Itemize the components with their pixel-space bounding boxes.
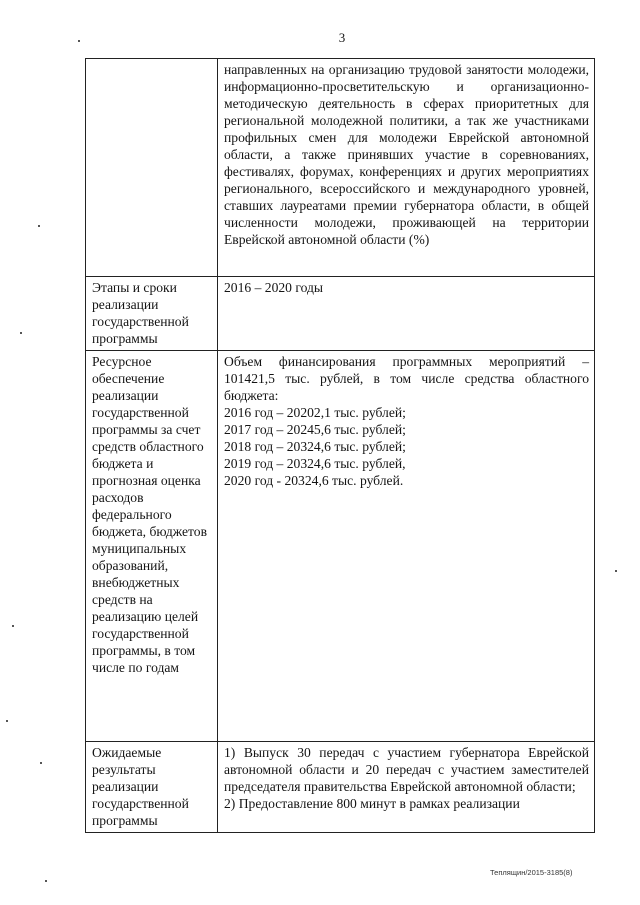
indicator-description: направленных на организацию трудовой занятости молодежи, информационно-просветительскую и организационно-методическую деятельность в сферах приоритетных для региональной молодежной политики, а так же участниками профильных смен для молодежи Еврейской автономной области, а также принявших участие в соревнованиях, фестивалях, форумах, конференциях и других мероприятиях регионального, всероссийского и международного уровней, ставших лауреатами премии губернатора области, в общей численности молодежи, проживающей на территории Еврейской автономной области (%) [218, 59, 595, 277]
table-row [86, 742, 595, 833]
row-label-funding: Ресурсное обеспечение реализации государственной программы за счет средств областного бюджета и прогнозная оценка расходов федерального бюджета, бюджетов муниципальных образований, внебюджетных средств на реализацию целей государственной программы, в том числе по годам [86, 351, 218, 742]
funding-year-2019: 2019 год – 20324,6 тыс. рублей, [224, 456, 406, 471]
scan-speck [12, 625, 14, 627]
program-passport-table [85, 58, 595, 833]
funding-year-2016: 2016 год – 20202,1 тыс. рублей; [224, 405, 406, 420]
funding-year-2017: 2017 год – 20245,6 тыс. рублей; [224, 422, 406, 437]
scan-speck [78, 40, 80, 42]
result-item-1: 1) Выпуск 30 передач с участием губернатора Еврейской автономной области и 20 передач с участием заместителей председателя правительства Еврейской автономной области; [224, 745, 589, 794]
scan-speck [40, 762, 42, 764]
scan-speck [615, 570, 617, 572]
scan-speck [38, 225, 40, 227]
row-label-empty [86, 59, 218, 277]
stages-value: 2016 – 2020 годы [218, 277, 595, 351]
table-row [86, 277, 595, 351]
footer-stamp: Теплящин/2015-3185(8) [490, 868, 573, 877]
scan-speck [45, 880, 47, 882]
page-number: 3 [338, 30, 346, 45]
result-item-2: 2) Предоставление 800 минут в рамках реализации [224, 796, 520, 811]
funding-intro: Объем финансирования программных мероприятий – 101421,5 тыс. рублей, в том числе средства областного бюджета: [224, 354, 589, 403]
row-label-results: Ожидаемые результаты реализации государственной программы [86, 742, 218, 833]
scan-speck [6, 720, 8, 722]
scan-speck [20, 332, 22, 334]
row-label-stages: Этапы и сроки реализации государственной программы [86, 277, 218, 351]
table-row [86, 351, 595, 742]
funding-year-2018: 2018 год – 20324,6 тыс. рублей; [224, 439, 406, 454]
funding-year-2020: 2020 год - 20324,6 тыс. рублей. [224, 473, 404, 488]
funding-cell [218, 351, 595, 742]
table-row [86, 59, 595, 277]
results-cell [218, 742, 595, 833]
